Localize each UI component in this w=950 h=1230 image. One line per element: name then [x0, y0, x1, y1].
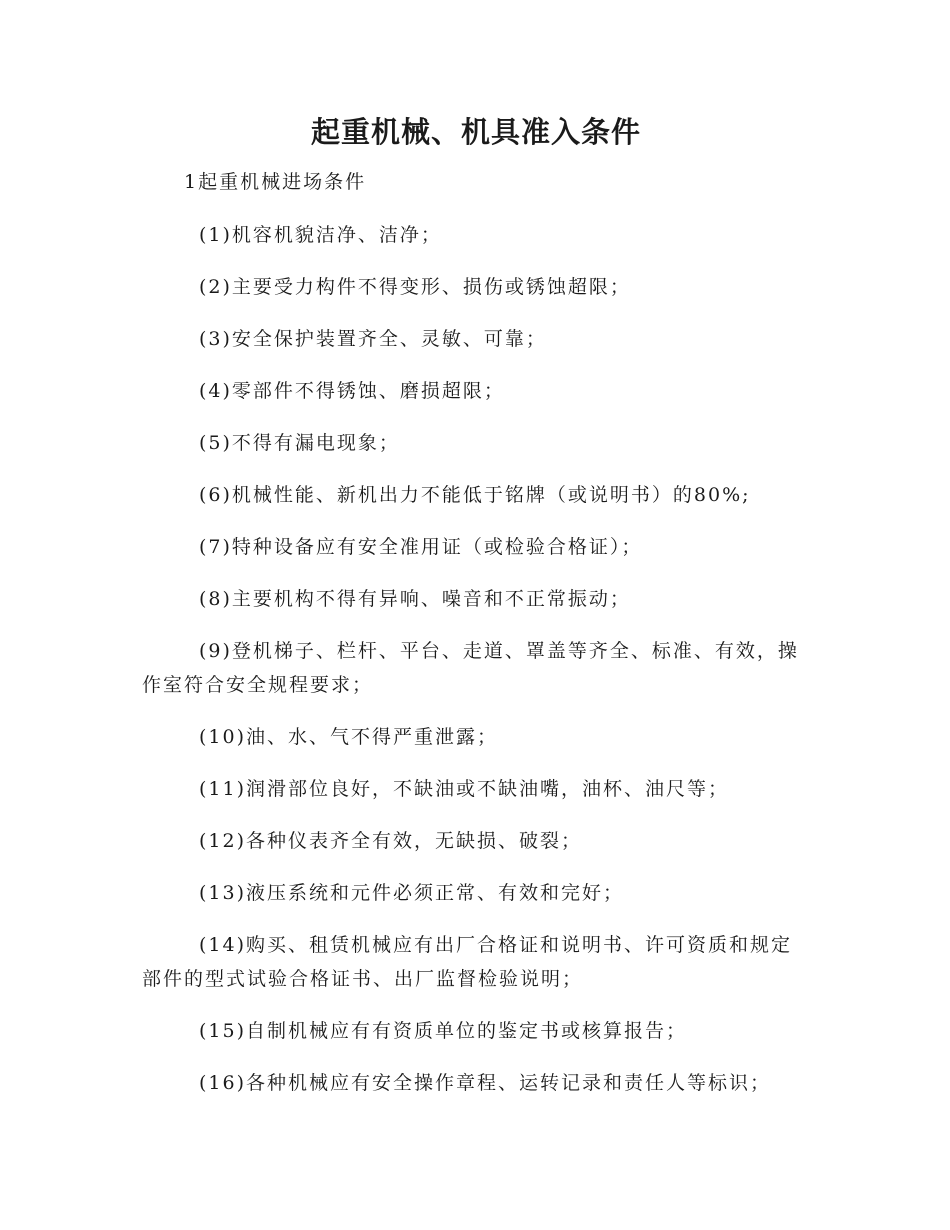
- list-item: (16)各种机械应有安全操作章程、运转记录和责任人等标识；: [199, 1072, 772, 1094]
- list-item: (10)油、水、气不得严重泄露；: [199, 726, 499, 748]
- section-heading: 1起重机械进场条件: [184, 171, 367, 193]
- list-item: (4)零部件不得锈蚀、磨损超限；: [199, 380, 505, 402]
- list-item: (5)不得有漏电现象；: [199, 432, 400, 454]
- list-item: (14)购买、租赁机械应有出厂合格证和说明书、许可资质和规定部件的型式试验合格证书、出厂监督检验说明；: [142, 934, 793, 990]
- list-item: (3)安全保护装置齐全、灵敏、可靠；: [199, 328, 547, 350]
- list-item: (2)主要受力构件不得变形、损伤或锈蚀超限；: [199, 276, 631, 298]
- list-item: (8)主要机构不得有异响、噪音和不正常振动；: [199, 588, 631, 610]
- list-item: (11)润滑部位良好，不缺油或不缺油嘴，油杯、油尺等；: [199, 778, 730, 800]
- list-item: (13)液压系统和元件必须正常、有效和完好；: [199, 882, 625, 904]
- list-item: (6)机械性能、新机出力不能低于铭牌（或说明书）的80%;: [199, 484, 751, 506]
- list-item: (15)自制机械应有有资质单位的鉴定书或核算报告；: [199, 1020, 688, 1042]
- list-item: (9)登机梯子、栏杆、平台、走道、罩盖等齐全、标准、有效，操作室符合安全规程要求；: [142, 640, 799, 696]
- requirements-list: [142, 218, 810, 1100]
- document-title: 起重机械、机具准入条件: [310, 115, 641, 149]
- list-item: (1)机容机貌洁净、洁净；: [199, 224, 442, 246]
- list-item: (7)特种设备应有安全准用证（或检验合格证）；: [199, 536, 643, 558]
- list-item: (12)各种仪表齐全有效，无缺损、破裂；: [199, 830, 583, 852]
